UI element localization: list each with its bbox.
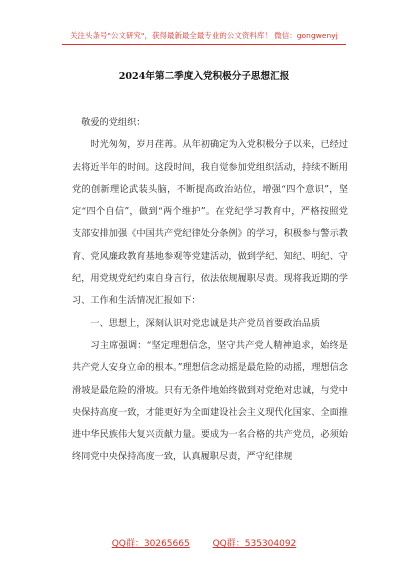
section-heading-1: 一、思想上，深刻认识对党忠诚是共产党员首要政治品质 bbox=[90, 317, 321, 329]
paragraph-section-1: 习主席强调：“坚定理想信念，坚守共产党人精神追求，始终是共产党人安身立命的根本。”理想信念动摇是最危险的动摇，理想信念滑坡是最危险的滑坡。只有无条件地始终做到对党绝对忠诚，与党中央保持高度一致，才能更好为全面建设社会主义现代化国家、全面推进中华民族伟大复兴贡献力量。要成为一名合格的共产党员，必须始终同党中央保持高度一致，认真履职尽责，严守纪律规 bbox=[72, 339, 348, 463]
footer-contact bbox=[0, 536, 408, 549]
footer-qq-group-1: QQ群：30265665 bbox=[111, 539, 190, 549]
document-title: 2024年第二季度入党积极分子思想汇报 bbox=[118, 71, 290, 82]
footer-qq-group-2: QQ群：535304092 bbox=[212, 539, 297, 549]
header-banner: 关注头条号"公文研究"，获得最新最全最专业的公文资料库！ 微信：gongwenyj bbox=[70, 31, 338, 40]
salutation: 敬爱的党组织： bbox=[81, 117, 146, 128]
paragraph-intro: 时光匆匆，岁月荏苒。从年初确定为入党积极分子以来，已经过去将近半年的时间。这段时间，我自觉参加党组织活动，持续不断用党的创新理论武装头脑，不断提高政治站位，增强“四个意识”，坚定“四个自信”，做到“两个维护”。在党纪学习教育中，严格按照党支部安排加强《中国共产党纪律处分条例》的学习，积极参与警示教育、党风廉政教育基地参观等党建活动，做到学纪、知纪、明纪、守纪，用党规党纪约束自身言行，依法依规履职尽责。现将我近期的学习、工作和生活情况汇报如下： bbox=[72, 139, 348, 307]
header-divider bbox=[62, 44, 346, 45]
document-body bbox=[72, 112, 348, 469]
